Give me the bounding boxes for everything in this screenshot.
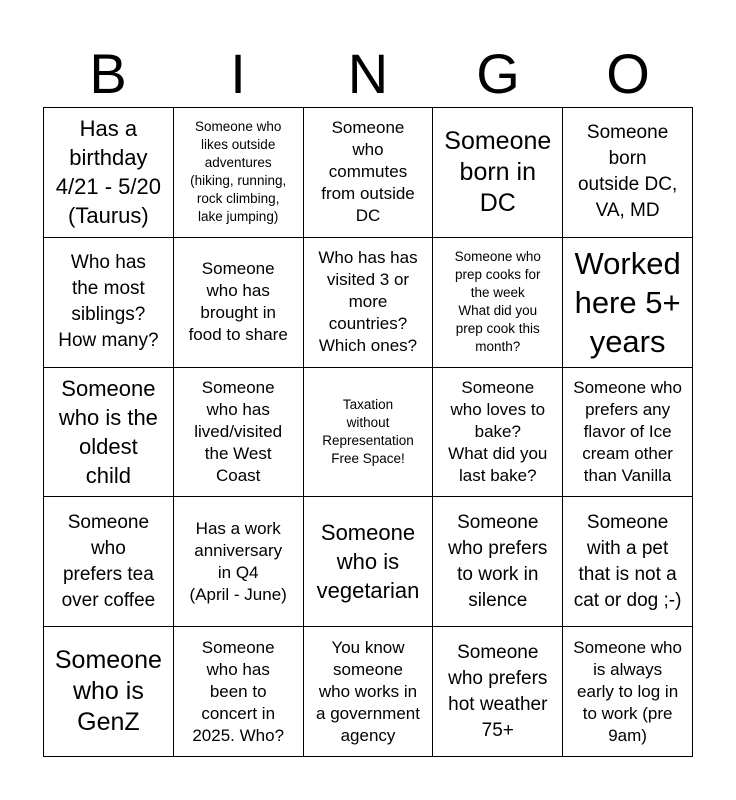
- cell-text: Someone born outside DC, VA, MD: [577, 122, 678, 222]
- bingo-cell-r3c5[interactable]: [563, 368, 693, 498]
- bingo-cell-r4c3[interactable]: [304, 497, 434, 627]
- bingo-cell-r1c3[interactable]: [304, 108, 434, 238]
- cell-text: Someone who prep cooks for the week What did you prep cook this month?: [454, 249, 541, 355]
- bingo-cell-r4c2[interactable]: [174, 497, 304, 627]
- cell-text: Someone who prefers hot weather 75+: [448, 641, 548, 741]
- cell-text: Someone who is vegetarian: [316, 520, 420, 604]
- bingo-cell-r5c5[interactable]: [563, 627, 693, 757]
- cell-text: Someone who is always early to log in to work (pre 9am): [573, 637, 682, 745]
- cell-text: Someone who prefers tea over coffee: [61, 511, 156, 611]
- cell-text: Someone who is GenZ: [54, 646, 162, 737]
- cell-text: Someone who likes outside adventures (hiking, running, rock climbing, lake jumping): [190, 119, 287, 225]
- header-letter-o: O: [606, 42, 650, 105]
- bingo-cell-r4c5[interactable]: [563, 497, 693, 627]
- cell-text: Who has has visited 3 or more countries? Which ones?: [318, 248, 418, 356]
- header-letter-n: N: [347, 42, 389, 105]
- cell-text: Someone who is the oldest child: [58, 375, 158, 488]
- header-letter-g: G: [476, 42, 520, 105]
- bingo-cell-r1c2[interactable]: [174, 108, 304, 238]
- bingo-cell-r2c5[interactable]: [563, 238, 693, 368]
- bingo-cell-r1c5[interactable]: [563, 108, 693, 238]
- bingo-cell-r1c1[interactable]: [44, 108, 174, 238]
- bingo-cell-r5c2[interactable]: [174, 627, 304, 757]
- cell-text: Someone with a pet that is not a cat or dog ;-): [573, 511, 682, 611]
- cell-text: Someone who commutes from outside DC: [321, 118, 415, 226]
- bingo-header: [43, 42, 693, 106]
- cell-text: You know someone who works in a government agency: [316, 637, 420, 745]
- cell-text: Someone born in DC: [444, 126, 552, 217]
- bingo-cell-r2c4[interactable]: [433, 238, 563, 368]
- cell-text: Worked here 5+ years: [574, 245, 681, 359]
- free-space-cell[interactable]: [304, 368, 434, 498]
- bingo-cell-r3c4[interactable]: [433, 368, 563, 498]
- bingo-cell-r1c4[interactable]: [433, 108, 563, 238]
- cell-text: Someone who has lived/visited the West Coast: [194, 377, 283, 485]
- cell-text: Has a birthday 4/21 - 5/20 (Taurus): [55, 116, 161, 229]
- bingo-cell-r5c1[interactable]: [44, 627, 174, 757]
- cell-text: Who has the most siblings? How many?: [58, 252, 159, 352]
- cell-text: Someone who has brought in food to share: [188, 259, 288, 345]
- cell-text: Has a work anniversary in Q4 (April - June): [189, 518, 287, 604]
- cell-text: Someone who has been to concert in 2025. Who?: [192, 637, 285, 745]
- bingo-cell-r2c3[interactable]: [304, 238, 434, 368]
- bingo-cell-r5c3[interactable]: [304, 627, 434, 757]
- header-letter-b: B: [89, 42, 127, 105]
- bingo-cell-r3c2[interactable]: [174, 368, 304, 498]
- bingo-cell-r3c1[interactable]: [44, 368, 174, 498]
- bingo-cell-r2c1[interactable]: [44, 238, 174, 368]
- bingo-cell-r2c2[interactable]: [174, 238, 304, 368]
- bingo-cell-r4c4[interactable]: [433, 497, 563, 627]
- cell-text: Someone who prefers any flavor of Ice cream other than Vanilla: [573, 377, 682, 485]
- bingo-cell-r4c1[interactable]: [44, 497, 174, 627]
- cell-text: Taxation without Representation Free Space!: [322, 396, 414, 466]
- cell-text: Someone who prefers to work in silence: [448, 511, 548, 611]
- bingo-grid: [43, 107, 693, 757]
- cell-text: Someone who loves to bake? What did you last bake?: [448, 377, 548, 485]
- bingo-cell-r5c4[interactable]: [433, 627, 563, 757]
- header-letter-i: I: [230, 42, 246, 105]
